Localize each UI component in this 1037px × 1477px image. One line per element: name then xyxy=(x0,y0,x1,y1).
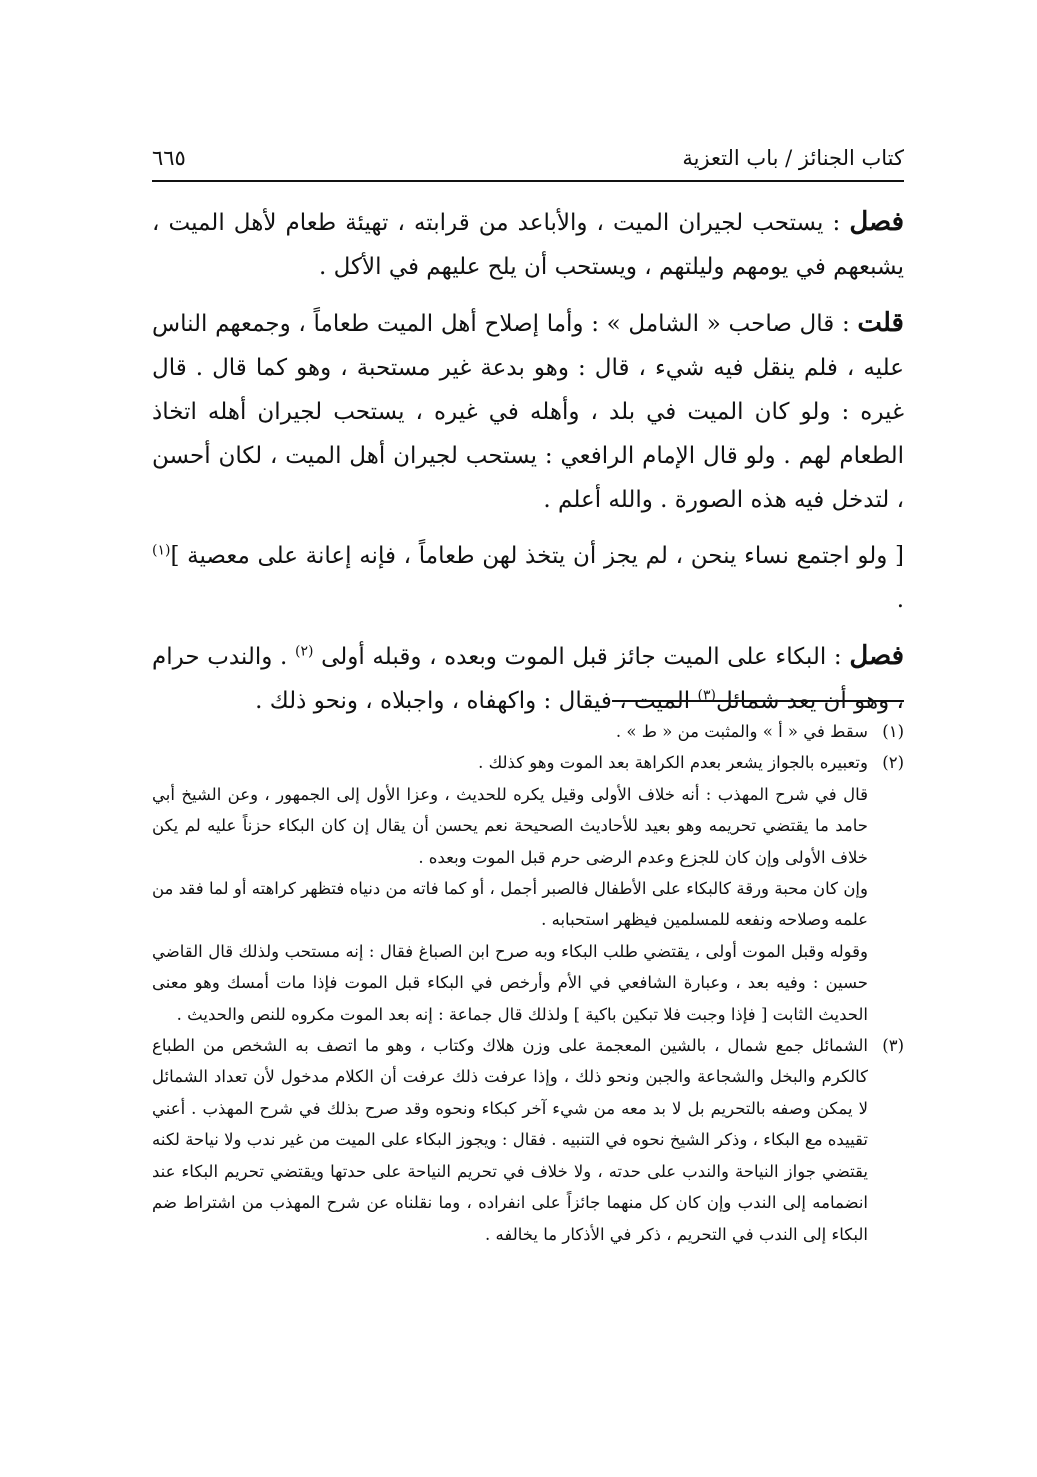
paragraph-text: : يستحب لجيران الميت ، والأباعد من قرابته ، تهيئة طعام لأهل الميت ، يشبعهم في يومهم وليلتهم ، ويستحب أن يلح عليهم في الأكل . xyxy=(152,210,904,280)
page-number: ٦٦٥ xyxy=(152,146,186,170)
paragraph-text: : البكاء على الميت جائز قبل الموت وبعده ، وقبله أولى xyxy=(321,644,842,670)
footnote-ref[interactable]: (١) xyxy=(152,542,171,559)
section-lead: قلت xyxy=(857,308,904,338)
paragraph-qultu xyxy=(152,301,904,522)
running-header xyxy=(152,140,904,180)
footnote-paragraph: وقوله وقبل الموت أولى ، يقتضي طلب البكاء وبه صرح ابن الصباغ فقال : إنه مستحب ولذلك قال القاضي حسين : وفيه بعد ، وعبارة الشافعي في الأم وأرخص في البكاء قبل الموت فإذا مات أمسك وهو معنى الحديث الثابت [ فإذا وجبت فلا تبكين باكية ] ولذلك قال جماعة : إنه بعد الموت مكروه للنص والحديث . xyxy=(152,941,868,1024)
footnote-paragraph: وإن كان محبة ورقة كالبكاء على الأطفال فالصبر أجمل ، أو كما فاته من دنياه فتظهر كراهته أو لما فقد من علمه وصلاحه ونفعه للمسلمين فيظهر استحبابه . xyxy=(152,879,868,930)
paragraph-fasl-food xyxy=(152,200,904,289)
footnote-divider xyxy=(612,700,904,702)
paragraph-text: : قال صاحب « الشامل » : وأما إصلاح أهل الميت طعاماً ، وجمعهم الناس عليه ، فلم ينقل فيه شيء ، قال : وهو بدعة غير مستحبة ، وهو كما قال . قال غيره : ولو كان الميت في بلد ، وأهله في غيره ، يستحب لجيران أهله اتخاذ الطعام لهم . ولو قال الإمام الرافعي : يستحب لجيران أهل الميت ، لكان أحسن ، لتدخل فيه هذه الصورة . والله أعلم . xyxy=(152,311,904,513)
footnote-paragraph: سقط في « أ » والمثبت من « ط » . xyxy=(615,722,868,741)
running-title: كتاب الجنائز / باب التعزية xyxy=(682,146,904,170)
section-lead: فصل xyxy=(849,207,905,237)
footnote-number: (٣) xyxy=(882,1036,904,1056)
paragraph-text: [ ولو اجتمع نساء ينحن ، لم يجز أن يتخذ لهن طعاماً ، فإنه إعانة على معصية ] xyxy=(170,543,904,569)
footnote-body xyxy=(152,716,868,747)
footnote-2 xyxy=(152,747,904,1030)
paragraph-text: الميت ، فيقال : واكهفاه ، واجبلاه ، ونحو ذلك . xyxy=(255,688,691,714)
footnotes xyxy=(152,716,904,1250)
header-divider xyxy=(152,180,904,182)
footnote-body xyxy=(152,747,868,1030)
footnote-1 xyxy=(152,716,904,747)
paragraph-text: . والندب حرام ، وهو أن يعد شمائل xyxy=(152,644,904,714)
footnote-paragraph: قال في شرح المهذب : أنه خلاف الأولى وقيل يكره للحديث ، وعزا الأول إلى الجمهور ، وعن الشيخ أبي حامد ما يقتضي تحريمه وهو بعيد للأحاديث الصحيحة نعم يحسن أن يقال إن كان البكاء حزناً عليه لم يكن خلاف الأولى وإن كان للجزع وعدم الرضى حرم قبل الموت وبعده . xyxy=(152,784,868,867)
footnote-body xyxy=(152,1030,868,1250)
footnote-paragraph: وتعبيره بالجواز يشعر بعدم الكراهة بعد الموت وهو كذلك . xyxy=(478,753,868,773)
main-text xyxy=(152,200,904,735)
footnote-number: (١) xyxy=(882,722,904,741)
footnote-number: (٢) xyxy=(882,753,904,773)
paragraph-fasl-weeping xyxy=(152,634,904,723)
footnote-ref[interactable]: (٣) xyxy=(697,687,716,704)
footnote-paragraph: الشمائل جمع شمال ، بالشين المعجمة على وزن هلاك وكتاب ، وهو ما اتصف به الشخص من الطباع كالكرم والبخل والشجاعة والجبن ونحو ذلك ، وإذا عرفت ذلك عرفت أن الكلام مدخول لأن تعداد الشمائل لا يمكن وصفه بالتحريم بل لا بد معه من شيء آخر كبكاء ونحوه وقد صرح بذلك في شرح المهذب . أعني تقييده مع البكاء ، وذكر الشيخ نحوه في التنبيه . فقال : ويجوز البكاء على الميت من غير ندب ولا نياحة لكنه يقتضي جواز النياحة والندب على حدته ، ولا خلاف في تحريم النياحة على حدتها ويقتضي تحريم البكاء عند انضمامه إلى الندب وإن كان كل منهما جائزاً على انفراده ، وما نقلناه عن شرح المهذب من اشتراط ضم البكاء إلى الندب في التحريم ، ذكر في الأذكار ما يخالفه . xyxy=(152,1036,868,1244)
section-lead: فصل xyxy=(849,641,904,671)
footnote-ref[interactable]: (٢) xyxy=(294,643,314,660)
footnote-3 xyxy=(152,1030,904,1250)
paragraph-mourning-women xyxy=(152,534,904,622)
paragraph-end: . xyxy=(896,587,904,613)
